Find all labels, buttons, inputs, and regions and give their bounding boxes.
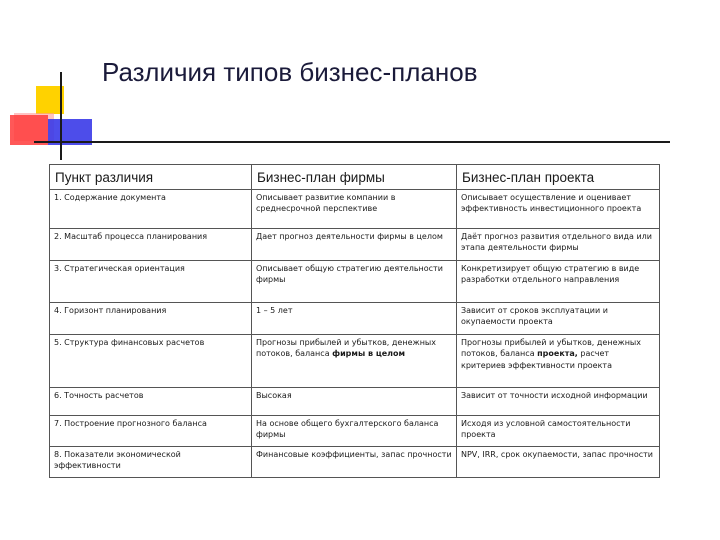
- firm-plan-cell: Финансовые коэффициенты, запас прочности: [252, 447, 457, 478]
- table-row: [50, 447, 660, 478]
- firm-plan-cell: 1 – 5 лет: [252, 303, 457, 335]
- project-plan-bold-text: проекта,: [537, 349, 578, 359]
- project-plan-cell: Зависит от сроков эксплуатации и окупаемости проекта: [457, 303, 660, 335]
- table-row: [50, 416, 660, 447]
- comparison-table-wrapper: [49, 164, 659, 478]
- table-row: [50, 388, 660, 416]
- firm-plan-cell: [252, 335, 457, 388]
- firm-plan-bold-text: фирмы в целом: [332, 349, 406, 359]
- table-row: [50, 335, 660, 388]
- criterion-cell: 7. Построение прогнозного баланса: [50, 416, 252, 447]
- project-plan-cell: Конкретизирует общую стратегию в виде разработки отдельного направления: [457, 261, 660, 303]
- project-plan-cell: Даёт прогноз развития отдельного вида или этапа деятельности фирмы: [457, 229, 660, 261]
- project-plan-cell: NPV, IRR, срок окупаемости, запас прочности: [457, 447, 660, 478]
- header-criterion: Пункт различия: [50, 165, 252, 190]
- decor-vertical-line: [60, 72, 62, 160]
- decor-horizontal-rule: [34, 141, 670, 143]
- firm-plan-cell: На основе общего бухгалтерского баланса фирмы: [252, 416, 457, 447]
- comparison-table: [49, 164, 660, 478]
- criterion-cell: 5. Структура финансовых расчетов: [50, 335, 252, 388]
- criterion-cell: 2. Масштаб процесса планирования: [50, 229, 252, 261]
- header-firm-plan: Бизнес-план фирмы: [252, 165, 457, 190]
- project-plan-cell: Описывает осуществление и оценивает эффективность инвестиционного проекта: [457, 190, 660, 229]
- criterion-cell: 3. Стратегическая ориентация: [50, 261, 252, 303]
- table-row: [50, 261, 660, 303]
- project-plan-cell: [457, 335, 660, 388]
- criterion-cell: 1. Содержание документа: [50, 190, 252, 229]
- firm-plan-cell: Дает прогноз деятельности фирмы в целом: [252, 229, 457, 261]
- project-plan-text-tail: расчет критериев эффективности проекта: [461, 349, 612, 370]
- criterion-cell: 6. Точность расчетов: [50, 388, 252, 416]
- table-row: [50, 190, 660, 229]
- firm-plan-text: Прогнозы прибылей и убытков, денежных потоков, баланса: [256, 338, 436, 359]
- header-project-plan: Бизнес-план проекта: [457, 165, 660, 190]
- firm-plan-cell: Описывает общую стратегию деятельности фирмы: [252, 261, 457, 303]
- project-plan-cell: Зависит от точности исходной информации: [457, 388, 660, 416]
- firm-plan-cell: Высокая: [252, 388, 457, 416]
- criterion-cell: 4. Горизонт планирования: [50, 303, 252, 335]
- table-header-row: [50, 165, 660, 190]
- criterion-cell: 8. Показатели экономической эффективности: [50, 447, 252, 478]
- table-row: [50, 229, 660, 261]
- project-plan-cell: Исходя из условной самостоятельности проекта: [457, 416, 660, 447]
- firm-plan-cell: Описывает развитие компании в среднесрочной перспективе: [252, 190, 457, 229]
- page-title: Различия типов бизнес-планов: [102, 57, 478, 87]
- project-plan-text: Прогнозы прибылей и убытков, денежных потоков, баланса: [461, 338, 641, 359]
- table-row: [50, 303, 660, 335]
